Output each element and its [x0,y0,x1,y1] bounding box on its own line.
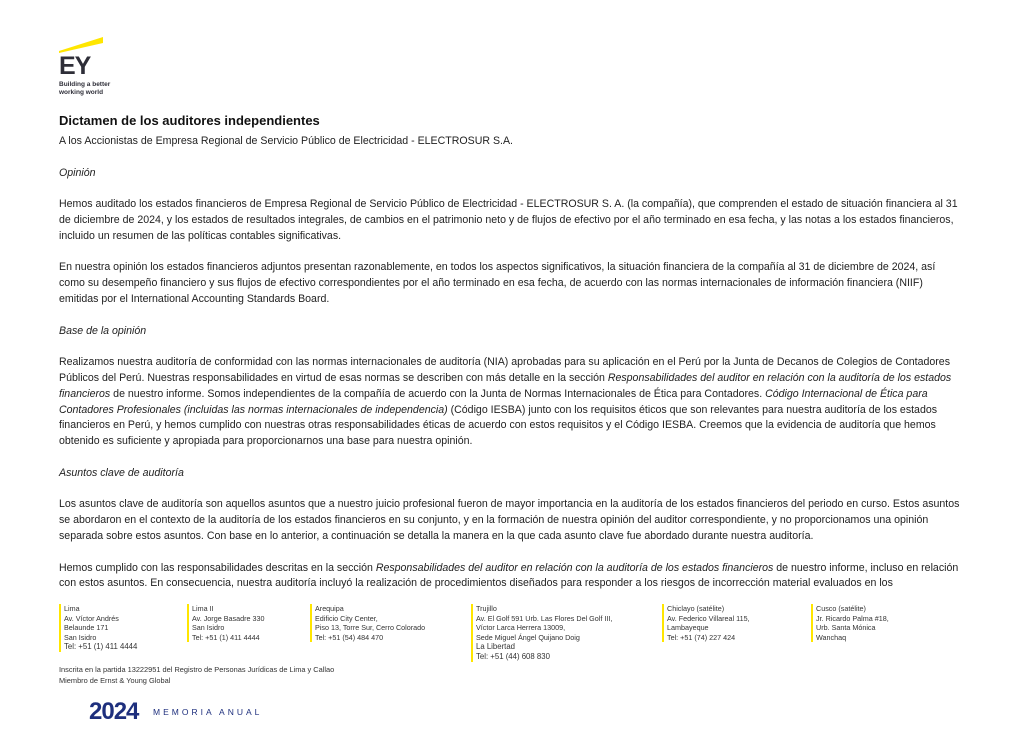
office-address [310,604,425,642]
office-line: Av. Jorge Basadre 330 [192,613,265,623]
office-line: Jr. Ricardo Palma #18, [816,613,889,623]
office-line: Lima [64,604,80,613]
body-paragraph: En nuestra opinión los estados financieros adjuntos presentan razonablemente, en todos los aspectos significativos, la situación financiera de la compañía al 31 de diciembre de 2024, así como su desempeño financiero y sus flujos de efectivo correspondientes por el año terminado en esa fecha, de acuerdo con las normas internacionales de información financiera (NIIF) emitidas por el International Accounting Standards Board. [59,261,936,305]
body-paragraph: Hemos cumplido con las responsabilidades descritas en la sección Responsabilidades del auditor en relación con la auditoría de los estados financieros de nuestro informe, incluso en relación con estos asuntos. En consecuencia, nuestra auditoría incluyó la realización de procedimientos diseñados para responder a los riesgos de incorrección material evaluados en los [59,561,959,590]
logo-brand: EY [59,52,91,80]
body-paragraph: Realizamos nuestra auditoría de conformidad con las normas internacionales de auditoría (NIA) aprobadas para su aplicación en el Perú por la Junta de Decanos de Colegios de Contadores Públicos del Perú. Nuestras responsabilidades en virtud de esas normas se describen con más detalle en la sección Responsabilidades del auditor en relación con la auditoría de los estados financieros de nuestro informe. Somos independientes de la compañía de acuerdo con la Junta de Normas Internacionales de Ética para Contadores. Código Internacional de Ética para Contadores Profesionales (incluidas las normas internacionales de independencia) (Código IESBA) junto con los requisitos éticos que son relevantes para nuestra auditoría de los estados financieros en Perú, y hemos cumplido con nuestras otras responsabilidades éticas de acuerdo con estos requisitos y el Código IESBA. Creemos que la evidencia de auditoría que hemos obtenido es suficiente y apropiada para proporcionarnos una base para nuestra opinión. [59,356,952,448]
logo-tagline: Building a better working world [59,81,111,96]
office-address [811,604,889,642]
office-line: Belaunde 171 [64,623,109,633]
office-line: Tel: +51 (1) 411 4444 [192,632,260,642]
office-line: Edificio City Center, [315,613,378,623]
report-label: MEMORIA ANUAL [153,707,263,717]
body-paragraph: Los asuntos clave de auditoría son aquellos asuntos que a nuestro juicio profesional fueron de mayor importancia en la auditoría de los estados financieros del periodo en curso. Estos asuntos se abordaron en el contexto de la auditoría de los estados financieros en su conjunto, y en la formación de nuestra opinión del auditor correspondiente, y no proporcionamos una opinión separada sobre estos asuntos. Con base en lo anterior, a continuación se detalla la manera en la que cada asunto clave fue abordado durante nuestra auditoría. [59,498,960,542]
office-line: Tel: +51 (44) 608 830 [476,651,550,661]
office-line: San Isidro [64,632,97,642]
page-title: Dictamen de los auditores independientes [59,113,320,128]
report-body [59,134,964,608]
office-address [471,604,612,662]
section-heading: Opinión [59,166,96,179]
office-address [662,604,750,642]
office-line: Av. El Golf 591 Urb. Las Flores Del Golf III, [476,613,613,623]
office-line: Lambayeque [667,623,709,633]
office-address [59,604,137,652]
office-line: Lima II [192,604,214,613]
office-line: Arequipa [315,604,344,613]
office-line: Chiclayo (satélite) [667,604,725,613]
office-line: Tel: +51 (54) 484 470 [315,632,384,642]
body-paragraph: Hemos auditado los estados financieros de Empresa Regional de Servicio Público de Electricidad - ELECTROSUR S. A. (la compañía), que comprenden el estado de situación financiera al 31 de diciembre de 2024, y los estados de resultados integrales, de cambios en el patrimonio neto y de flujos de efectivo por el año terminado en esa fecha, y las notas a los estados financieros, incluido un resumen de las políticas contables significativas. [59,198,958,242]
section-heading: Base de la opinión [59,324,147,337]
report-year: 2024 [89,698,139,725]
office-line: Av. Víctor Andrés [64,613,119,623]
office-line: Tel: +51 (74) 227 424 [667,632,736,642]
office-line: Av. Federico Villareal 115, [667,613,750,623]
office-line: Cusco (satélite) [816,604,866,613]
office-line: Trujillo [476,604,497,613]
registry-note [59,665,334,686]
office-line: Wanchaq [816,632,847,642]
office-address [187,604,264,642]
office-line: Tel: +51 (1) 411 4444 [64,642,138,652]
ey-logo [59,37,119,99]
membership-line: Miembro de Ernst & Young Global [59,675,171,685]
body-paragraph: A los Accionistas de Empresa Regional de Servicio Público de Electricidad - ELECTROSUR S.A. [59,135,513,147]
office-line: La Libertad [476,642,516,652]
office-line: San Isidro [192,623,225,633]
section-heading: Asuntos clave de auditoría [59,466,184,479]
office-line: Piso 13, Torre Sur, Cerro Colorado [315,623,426,633]
office-line: Sede Miguel Ángel Quijano Doig [476,632,580,642]
registry-line: Inscrita en la partida 13222951 del Registro de Personas Jurídicas de Lima y Callao [59,665,335,674]
office-line: Urb. Santa Mónica [816,623,876,633]
office-line: Víctor Larca Herrera 13009, [476,623,566,633]
